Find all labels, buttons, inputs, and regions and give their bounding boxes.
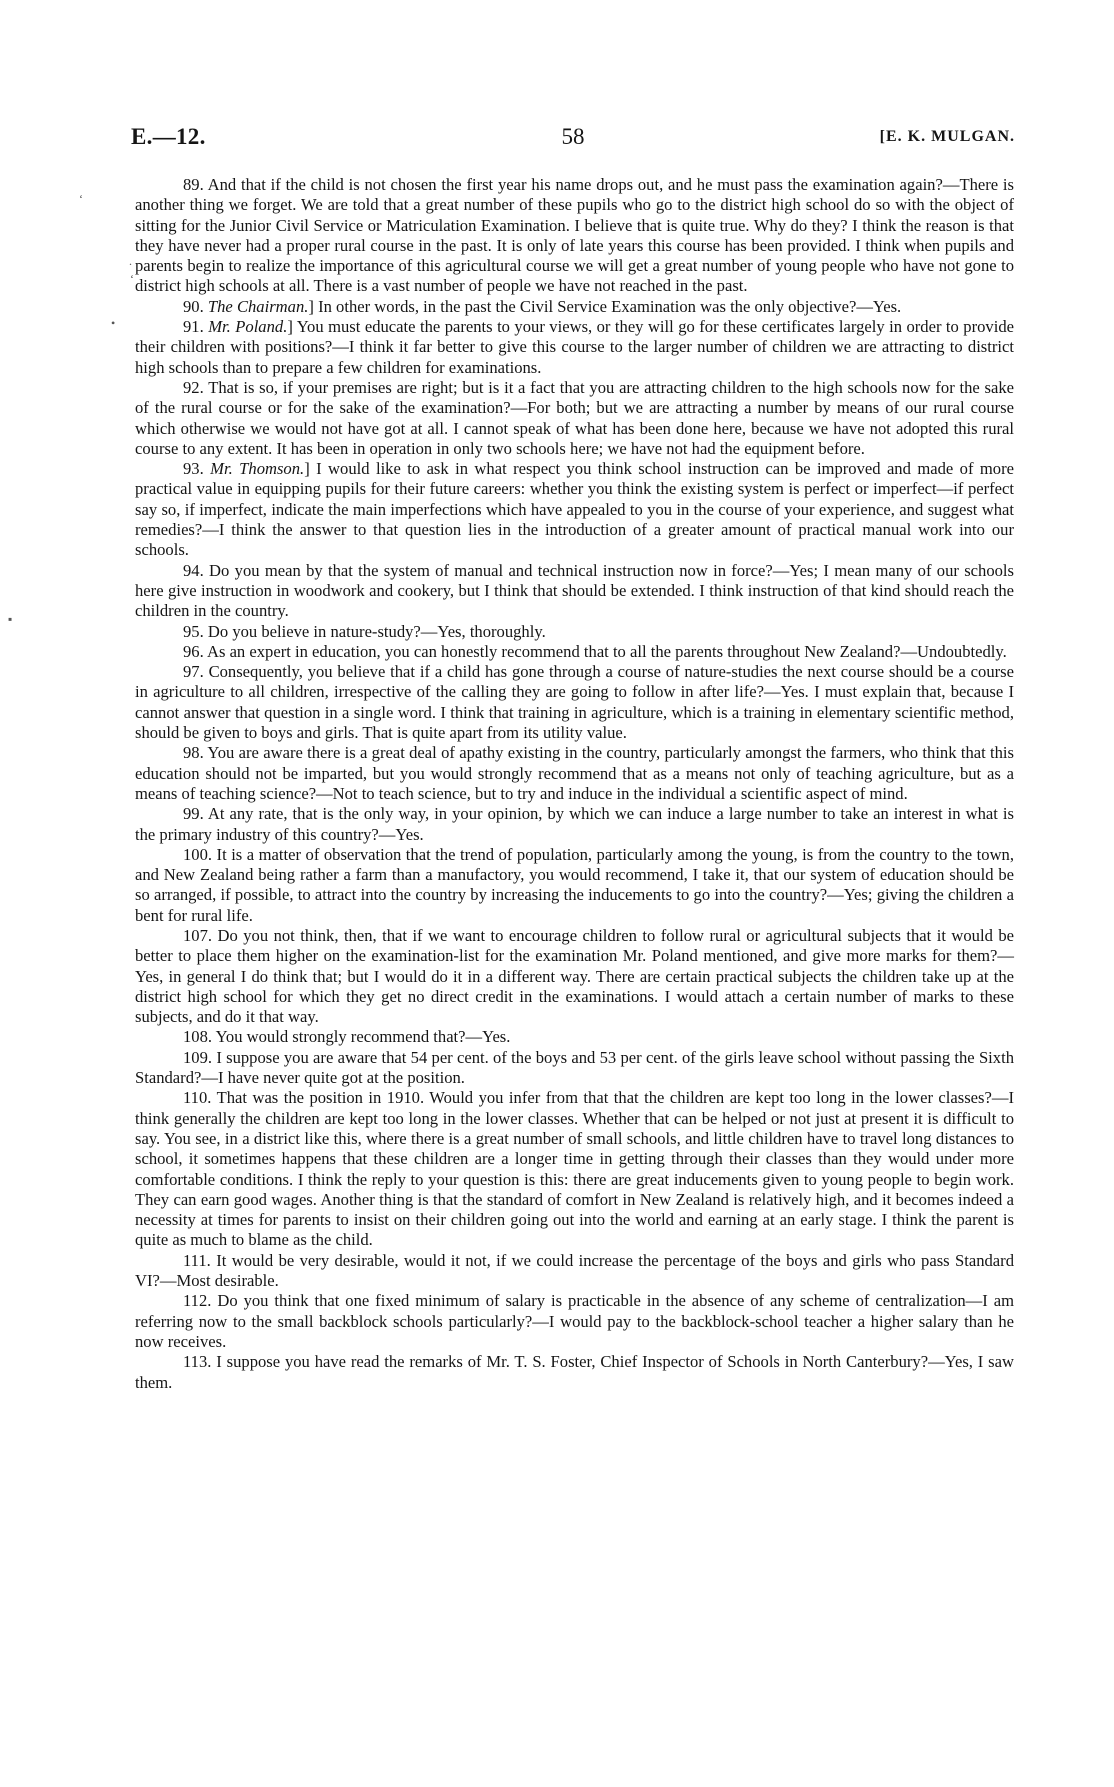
paragraph-93 — [135, 459, 1014, 560]
margin-speck: ‘ — [130, 272, 134, 286]
paragraph-110: 110. That was the position in 1910. Would you infer from that that the children are kept too long in the lower classes?—I think generally the children are kept too long in the lower classes. Whether that can be helped or not just at present it is difficult to say. You see, in a district like this, where there is a great number of small schools, and little children have to travel long distances to school, it sometimes happens that these children are a longer time in getting through their classes than they would under more comfortable conditions. I think the reply to your question is this: there are great inducements given to young people to begin work. They can earn good wages. Another thing is that the standard of comfort in New Zealand is relatively high, and it becomes indeed a necessity at times for parents to insist on their children going out into the world and earning at an early stage. I think the parent is quite as much to blame as the child. — [135, 1088, 1014, 1250]
report-code: E.—12. — [131, 124, 206, 149]
question-number: 93. — [183, 459, 204, 479]
paragraph-98: 98. You are aware there is a great deal of apathy existing in the country, particularly amongst the farmers, who think that this education should not be imparted, but you would strongly recommend that as a means not only of teaching agriculture, but as a means of teaching science?—Not to teach science, but to try and induce in the individual a scientific aspect of mind. — [135, 743, 1014, 803]
body-text — [135, 175, 1014, 1393]
paragraph-113: 113. I suppose you have read the remarks of Mr. T. S. Foster, Chief Inspector of Schools in North Canterbury?—Yes, I saw them. — [135, 1352, 1014, 1392]
paragraph-90 — [135, 297, 1014, 317]
witness-name: [E. K. MULGAN. — [879, 128, 1015, 145]
paragraph-97: 97. Consequently, you believe that if a child has gone through a course of nature-studies the next course should be a course in agriculture to all children, irrespective of the calling they are going to follow in after life?—Yes. I must explain that, because I cannot answer that question in a single word. I think that training in agriculture, which is a training in elementary scientific method, should be given to boys and girls. That is quite apart from its utility value. — [135, 662, 1014, 743]
paragraph-94: 94. Do you mean by that the system of manual and technical instruction now in force?—Yes; I mean many of our schools here give instruction in woodwork and cookery, but I think that should be extended. I think instruction of that kind should reach the children in the country. — [135, 560, 1014, 621]
paragraph-92: 92. That is so, if your premises are right; but is it a fact that you are attracting children to the high schools now for the sake of the rural course or for the sake of the examination?—For both; but we are attracting a number by means of our rural course which otherwise we would not have got at all. I cannot speak of what has been done here, because we have not adopted this rural course to any extent. It has been in operation in only two schools here; we have not had the equipment before. — [135, 377, 1014, 458]
page-number: 58 — [561, 124, 585, 149]
paragraph-99: 99. At any rate, that is the only way, in your opinion, by which we can induce a large number to take an interest in what is the primary industry of this country?—Yes. — [135, 804, 1014, 844]
paragraph-text: ] I would like to ask in what respect you think school instruction can be improved and made of more practical value in equipping pupils for their future careers: whether you think the existing system is perfect or imperfect—if perfect say so, if imperfect, indicate the main imperfections which have appealed to you in the course of your experience, and suggest what remedies?—I think the answer to that question lies in the introduction of a greater amount of practical manual work into our schools. — [135, 459, 1014, 560]
paragraph-109: 109. I suppose you are aware that 54 per cent. of the boys and 53 per cent. of the girls leave school without passing the Sixth Standard?—I have never quite got at the position. — [135, 1047, 1014, 1088]
speaker-name: Mr. Poland. — [208, 317, 288, 337]
question-number: 91. — [183, 317, 204, 337]
speaker-name: The Chairman. — [207, 296, 309, 316]
paragraph-text: ] You must educate the parents to your views, or they will go for these certificates largely in order to provide their children with positions?—I think it far better to give this course to the larger number of children we are attracting to district high schools than to prepare a few children for examinations. — [135, 317, 1014, 377]
paragraph-112: 112. Do you think that one fixed minimum of salary is practicable in the absence of any scheme of centralization—I am referring now to the small backblock schools particularly?—I would pay to the backblock-school teacher a higher salary than he now receives. — [135, 1291, 1014, 1351]
paragraph-108: 108. You would strongly recommend that?—Yes. — [183, 1027, 511, 1047]
page-header — [131, 124, 1015, 158]
speaker-name: Mr. Thomson. — [210, 459, 305, 479]
paragraph-111: 111. It would be very desirable, would it not, if we could increase the percentage of the boys and girls who pass Standard VI?—Most desirable. — [135, 1250, 1014, 1291]
margin-speck: • — [111, 316, 116, 330]
paragraph-107: 107. Do you not think, then, that if we want to encourage children to follow rural or agricultural subjects that it would be better to place them higher on the examination-list for the examination Mr. Poland mentioned, and give more marks for them?—Yes, in general I do think that; but I would do it in a different way. There are certain practical subjects the children take up at the district high school for which they get no direct credit in the examinations. I would attach a certain number of marks to these subjects, and do it that way. — [135, 925, 1014, 1027]
margin-speck: . — [129, 254, 132, 268]
paragraph-89: 89. And that if the child is not chosen the first year his name drops out, and he must pass the examination again?—There is another thing we forget. We are told that a great number of these pupils who go to the district high school do so with the object of sitting for the Junior Civil Service or Matriculation Examination. I believe that is quite true. Why do they? I think the reason is that they have never had a proper rural course in the past. It is only of late years this course has been provided. I think when pupils and parents begin to realize the importance of this agricultural course we will get a great number of young people who have not gone to district high schools at all. There is a vast number of people we have not reached in the past. — [135, 175, 1014, 296]
margin-speck: ▪ — [8, 612, 13, 626]
question-number: 90. — [183, 296, 204, 316]
paragraph-91 — [135, 317, 1014, 378]
paragraph-95: 95. Do you believe in nature-study?—Yes, thoroughly. — [183, 621, 546, 641]
paragraph-text: ] In other words, in the past the Civil Service Examination was the only objective?—Yes. — [308, 296, 902, 316]
paragraph-100: 100. It is a matter of observation that the trend of population, particularly among the young, is from the country to the town, and New Zealand being rather a farm than a manufactory, you would recommend, I take it, that our system of education should be so arranged, if possible, to attract into the country by increasing the inducements to go into the country?—Yes; giving the children a bent for rural life. — [135, 844, 1014, 925]
paragraph-96: 96. As an expert in education, you can honestly recommend that to all the parents throughout New Zealand?—Undoubtedly. — [183, 641, 1007, 661]
margin-speck: ‘ — [79, 192, 83, 206]
